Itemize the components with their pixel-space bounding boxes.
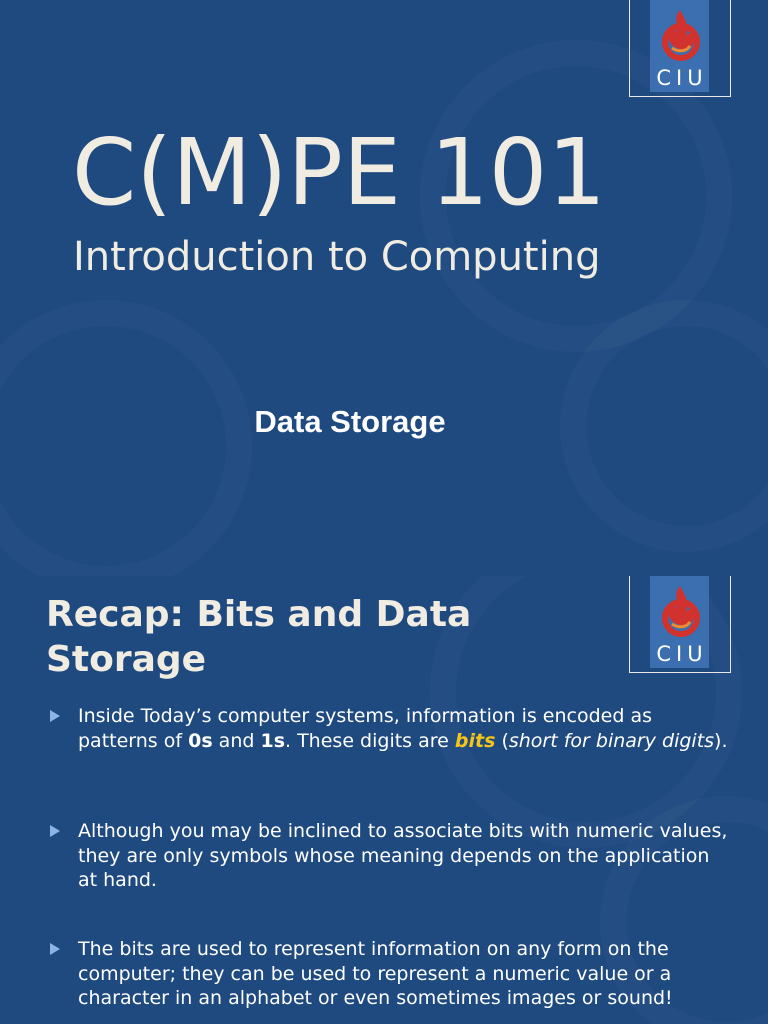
logo-panel [650, 576, 709, 668]
ciu-logo [629, 576, 731, 673]
bullet-text: The bits are used to represent information on any form on the computer; they can be used to represent a numeric value or a character in an alphabet or even sometimes images or sound! [78, 938, 673, 1009]
highlight-term: bits [454, 729, 496, 752]
recap-slide [0, 576, 768, 1024]
flame-icon [650, 6, 709, 68]
flame-icon [650, 582, 709, 644]
text-run: and [212, 729, 261, 752]
bullet-text [78, 704, 728, 753]
ciu-logo [629, 0, 731, 97]
bold-run: 1s [260, 729, 285, 752]
page-title: C(M)PE 101 [72, 119, 606, 226]
text-run: ( [495, 729, 509, 752]
bullet-arrow-icon [50, 825, 60, 837]
text-run: Inside Today’s computer systems, information is encoded as patterns of [78, 705, 652, 752]
text-run: ). [714, 729, 728, 752]
bullet-arrow-icon [50, 943, 60, 955]
logo-panel [650, 0, 709, 92]
bullet-arrow-icon [50, 710, 60, 722]
topic-heading: Data Storage [254, 404, 446, 439]
page-subtitle: Introduction to Computing [73, 234, 601, 280]
text-run: . These digits are [285, 729, 455, 752]
italic-run: short for binary digits [508, 729, 715, 752]
logo-text: CIU [656, 66, 708, 90]
logo-text: CIU [656, 642, 708, 666]
bullet-text: Although you may be inclined to associate bits with numeric values, they are only symbols whose meaning depends on the application at hand. [78, 820, 728, 891]
slide-title: Recap: Bits and Data Storage [46, 594, 472, 680]
bold-run: 0s [188, 729, 213, 752]
